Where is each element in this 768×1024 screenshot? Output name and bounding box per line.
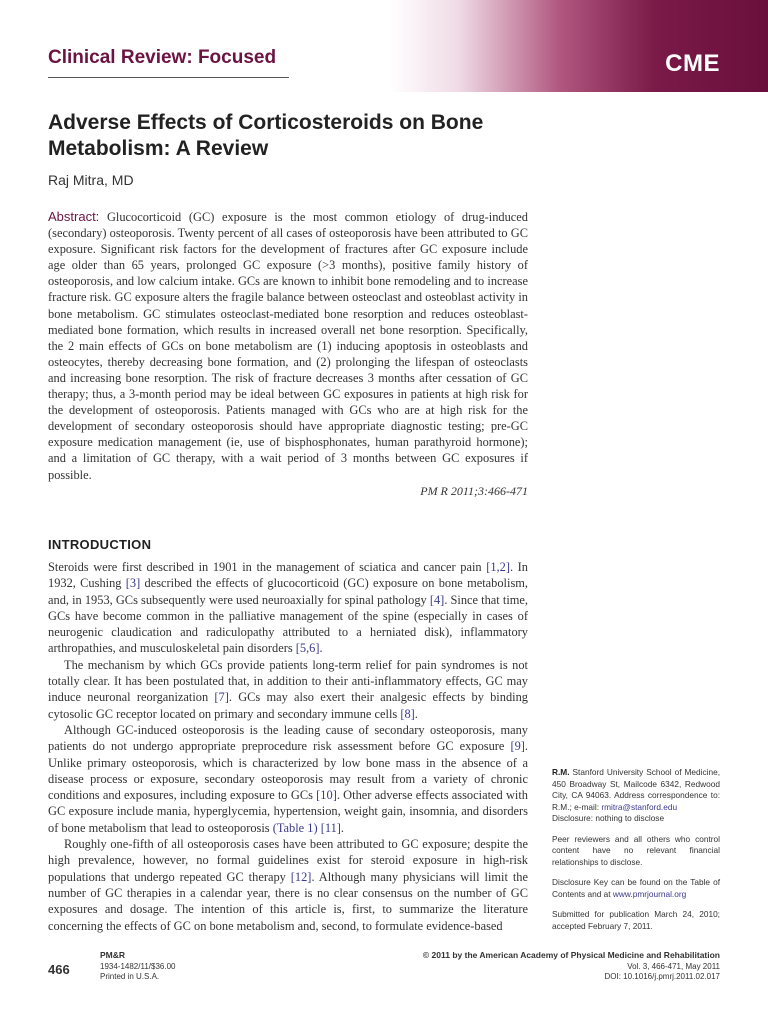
paragraph: Steroids were first described in 1901 in the management of sciatica and cancer pain [1,2]. In 1932, Cushing [3] described the effects of glucocorticoid (GC) exposure on bone metabolism, and, in 1953, GCs subsequently were used neuroaxially for spinal pathology [4]. Since that time, GCs have become common in the palliative management of the spine (especially in cases of neurogenic claudication and radiculopathy attributed to a herniated disk), inflammatory arthropathies, and musculoskeletal pain disorders [5,6]. — [48, 560, 528, 656]
reference-link[interactable]: [9] — [510, 739, 525, 754]
footer-left — [100, 950, 175, 983]
abstract-label: Abstract: — [48, 209, 100, 224]
article-title: Adverse Effects of Corticosteroids on Bone Metabolism: A Review — [48, 111, 484, 160]
reference-link[interactable]: [1,2] — [486, 560, 510, 574]
submission-dates: Submitted for publication March 24, 2010; accepted February 7, 2011. — [552, 909, 720, 931]
paragraph: Roughly one-fifth of all osteoporosis cases have been attributed to GC exposure; despite the high prevalence, however, no formal guidelines exist for steroid exposure in high-risk populations that undergo repeated GC therapy [12]. Although many physicians will limit the number of GC therapies in a calendar year, there is no clear consensus on the number of GC exposures and dosage. The intention of this article is, first, to summarize the literature concerning the effects of GC on bone metabolism and, second, to formulate evidence-based — [48, 837, 528, 933]
peer-review-note: Peer reviewers and all others who control content have no relevant financial relationships to disclose. — [552, 833, 720, 867]
table-link[interactable]: (Table 1) — [272, 820, 318, 835]
disclosure-text: Disclosure: nothing to disclose — [552, 813, 665, 823]
paragraph: The mechanism by which GCs provide patients long-term relief for pain syndromes is not totally clear. It has been postulated that, in addition to their anti-inflammatory effects, GC may induce neuronal reorganization [7]. GCs may also exert their analgesic effects by binding cytosolic GC receptor located on primary and secondary immune cells [8]. — [48, 657, 528, 721]
author-info-sidebar — [552, 767, 720, 941]
printed-in: Printed in U.S.A. — [100, 972, 160, 981]
abstract — [48, 209, 528, 483]
reference-link[interactable]: [5,6] — [295, 641, 320, 656]
article-author: Raj Mitra, MD — [48, 172, 134, 188]
reference-link[interactable]: [4] — [429, 592, 445, 607]
abstract-text: Glucocorticoid (GC) exposure is the most common etiology of drug-induced (secondary) osteoporosis. Twenty percent of all cases of osteoporosis have been attributed to GC exposure. Significant risk factors for the development of fractures after GC exposure include age older than 65 years, prolonged GC exposure (>3 months), positive family history of osteoporosis, and low calcium intake. GCs are known to inhibit bone remodeling and to increase fracture risk. GC exposure alters the fragile balance between osteoclast and osteoblast activity in bone metabolism. GC stimulates osteoclast-mediated bone resorption and reduces osteoblast-mediated bone formation, which results in increased overall net bone resorption. Specifically, the 2 main effects of GCs on bone metabolism are (1) inducing apoptosis in osteoblasts and osteocytes, thereby decreasing bone formation, and (2) prolonging the lifespan of osteoclasts and increasing bone resorption. The risk of fracture decreases 3 months after cessation of GC therapy; thus, a 3-month period may be ideal between GC exposures in patients at high risk for the development of osteoporosis. Patients managed with GCs who are at high risk for the development of secondary osteoporosis should have appropriate diagnostic testing; pre-GC exposure medication management (ie, use of bisphosphonates, human parathyroid hormone); and a limitation of GC therapy, with a wait period of 3 months between GC exposures if possible. — [48, 210, 528, 482]
volume-info: Vol. 3, 466-471, May 2011 — [627, 961, 720, 971]
page-footer — [0, 946, 768, 986]
reference-link[interactable]: [12] — [290, 869, 312, 884]
email-link[interactable]: rmitra@stanford.edu — [601, 801, 678, 812]
header-banner — [390, 0, 768, 92]
affiliation-block: R.M. Stanford University School of Medicine, 450 Broadway St, Mailcode 6342, Redwood City, CA 94063. Address correspondence to: R.M.; e-mail: rmitra@stanford.edu Disclosure: nothing to disclose — [552, 767, 720, 823]
footer-right — [423, 950, 720, 983]
copyright: © 2011 by the American Academy of Physical Medicine and Rehabilitation — [422, 950, 720, 960]
cme-badge: CME — [665, 50, 720, 77]
section-label: Clinical Review: Focused — [48, 47, 277, 68]
reference-link[interactable]: [10] — [316, 788, 337, 803]
issn: 1934-1482/11/$36.00 — [100, 961, 176, 971]
reference-link[interactable]: [3] — [125, 576, 141, 591]
page-number: 466 — [48, 962, 70, 977]
section-divider — [48, 77, 289, 78]
doi: DOI: 10.1016/j.pmrj.2011.02.017 — [604, 972, 720, 981]
citation: PM R 2011;3:466-471 — [420, 484, 528, 498]
paragraph: Although GC-induced osteoporosis is the leading cause of secondary osteoporosis, many patients do not undergo appropriate preprocedure risk assessment before GC exposure [9]. Unlike primary osteoporosis, which is characterized by low bone mass in the absence of a disease process or exposure, secondary osteoporosis may result from a variety of chronic conditions and exposures, including exposure to GCs [10]. Other adverse effects associated with GC exposure include mania, hyperglycemia, hypertension, weight gain, insomnia, and disorders of bone metabolism that lead to osteoporosis (Table 1) [11]. — [48, 722, 528, 835]
body-text — [48, 559, 528, 934]
introduction-heading: INTRODUCTION — [48, 537, 152, 552]
affiliation-initials: R.M. — [552, 767, 570, 777]
journal-link[interactable]: www.pmrjournal.org — [612, 888, 687, 899]
reference-link[interactable]: [8] — [400, 706, 415, 721]
reference-link[interactable]: [11] — [320, 820, 341, 835]
journal-name: PM&R — [100, 950, 126, 960]
reference-link[interactable]: [7] — [214, 690, 229, 705]
disclosure-key-note: Disclosure Key can be found on the Table of Contents and at www.pmrjournal.org — [552, 877, 720, 899]
